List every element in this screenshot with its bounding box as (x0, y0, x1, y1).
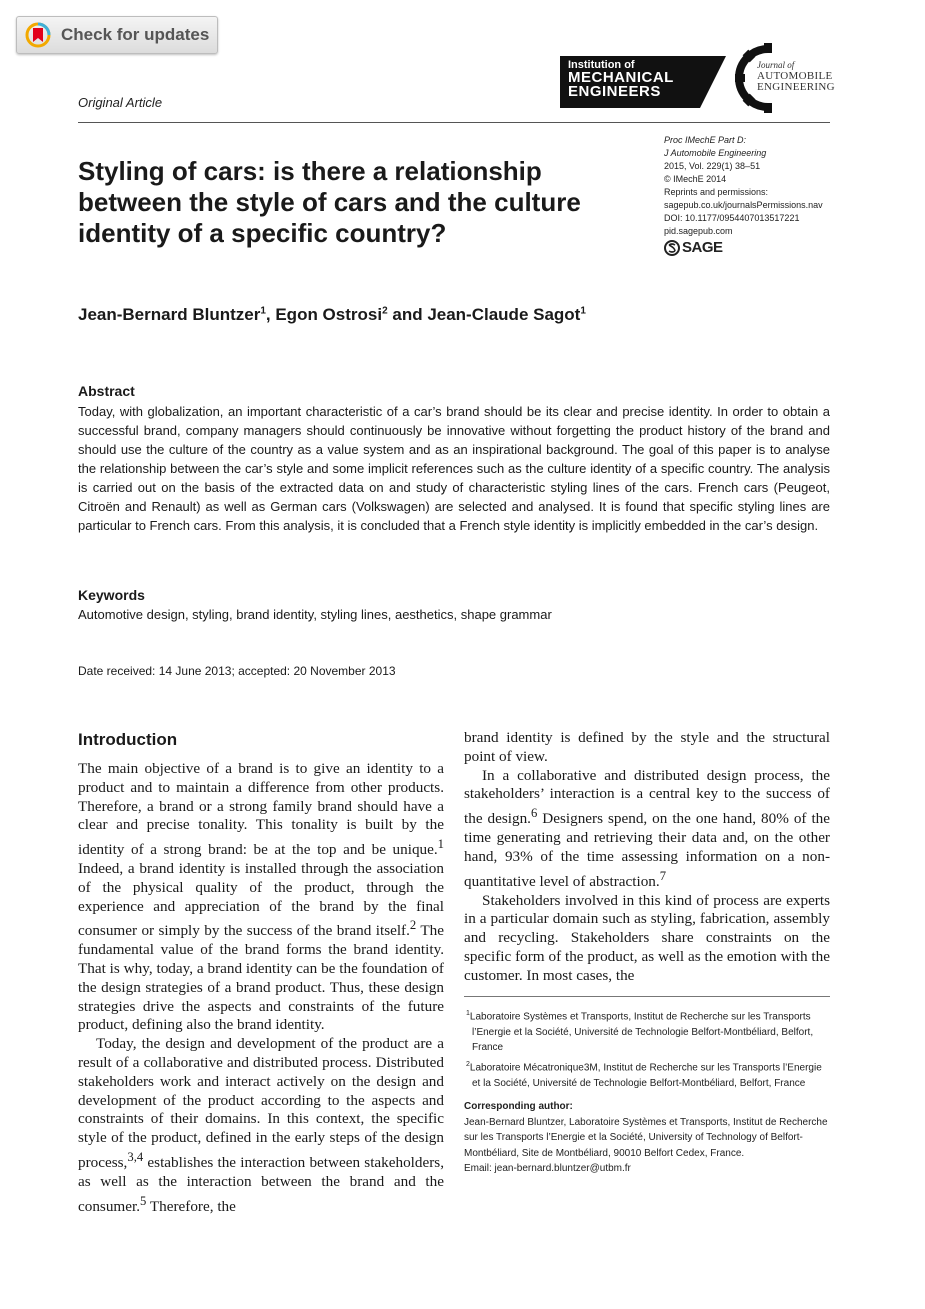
imeche-logo-text: Institution of MECHANICAL ENGINEERS (568, 59, 674, 100)
corresponding-author-email[interactable]: Email: jean-bernard.bluntzer@utbm.fr (464, 1163, 631, 1175)
author-name: Jean-Claude Sagot (427, 305, 581, 324)
affiliation-footnote: $^2$Laboratoire Mécatronique3M, Institut de Recherche sur les Transports l’Energie et la Société, Université de Technologie Belfort-Montbéliard, Belfort, France (466, 1060, 822, 1089)
author-list: Jean-Bernard Bluntzer$^1$, Egon Ostrosi$^2$ and Jean-Claude Sagot$^1$ (78, 305, 586, 324)
article-title: Styling of cars: is there a relationship between the style of cars and the culture identity of a specific country? (78, 156, 581, 248)
footnote-rule (464, 996, 830, 997)
paragraph: In a collaborative and distributed design process, the stakeholders’ interaction is a central key to the success of the design.$^6$ Designers spend, on the one hand, 80% of the time generating and retrieving their data and, on the other hand, 93% of the time assessing information on a non-quantitative level of abstraction.$^7$ (464, 766, 831, 890)
citation-link[interactable]: 6 (530, 806, 538, 821)
article-type: Original Article (78, 95, 163, 110)
keywords-heading: Keywords (78, 587, 145, 603)
sage-logo-icon (664, 240, 680, 256)
abstract-text: Today, with globalization, an important characteristic of a car’s brand should be its clear and precise identity. In order to obtain a successful brand, company managers should continuously be innovative without forgetting the product history of the brand and should use the culture of the country as a value system and as an inspirational background. The goal of this paper is to analyse the relationship between the car’s style and some implicit references such as the culture identity of a specific country. The analysis is carried out on the basis of the extracted data on and study of characteristic styling lines of the cars. French cars (Peugeot, Citroën and Renault) as well as German cars (Volkswagen) are selected and analysed. It is found that specific styling lines are particular to French cars. From this analysis, it is concluded that a French style identity is implicitly embedded in the car’s design. (78, 404, 830, 533)
affiliation-marker: 1 (260, 305, 266, 317)
author-name: Jean-Bernard Bluntzer (78, 305, 261, 324)
keywords-text: Automotive design, styling, brand identity, styling lines, aesthetics, shape grammar (78, 607, 552, 622)
footnotes (464, 1006, 830, 1177)
affiliation-footnote: $^1$Laboratoire Systèmes et Transports, Institut de Recherche sur les Transports l’Energie et la Société, Université de Technologie Belfort-Montbéliard, Belfort, France (466, 1010, 814, 1054)
citation-link[interactable]: 7 (659, 868, 667, 883)
paragraph: brand identity is defined by the style and the structural point of view. (464, 729, 830, 765)
body-column-left (78, 760, 444, 1217)
citation-link[interactable]: 5 (140, 1193, 147, 1208)
header-rule (78, 122, 830, 123)
affiliation-marker: 1 (580, 305, 586, 317)
paragraph: Stakeholders involved in this kind of process are experts in a particular domain such as styling, fabrication, assembly and recycling. Stakeholders share constraints on the specific form of the product, as well as the emotion with the customer. In most cases, the (464, 891, 830, 984)
body-column-right (464, 729, 830, 985)
paragraph: The main objective of a brand is to give an identity to a product and to maintain a difference from other products. Therefore, a brand or a strong family brand should have a clear and precise tonality. This tonality is built by the identity of a strong brand: be at the top and be unique.$^1$ Indeed, a brand identity is installed through the association of the physical quality of the product, through the experience and appreciation of the brand by the final consumer or simply by the success of the brand itself.$^2$ The fundamental value of the brand forms the brand identity. That is why, today, a brand identity can be the foundation of the design strategies of a brand product. Thus, these design strategies drive the aspects and constraints of the future product, defining also the brand identity. (78, 760, 444, 1034)
check-for-updates-label: Check for updates (61, 25, 210, 44)
citation-link[interactable]: 1 (437, 837, 444, 852)
permissions-link[interactable]: sagepub.co.uk/journalsPermissions.nav (664, 200, 823, 210)
check-for-updates-button[interactable] (16, 16, 218, 54)
journal-metadata: Proc IMechE Part D: J Automobile Engineering 2015, Vol. 229(1) 38–51 © IMechE 2014 Reprints and permissions: sagepub.co.uk/journalsPermissions.nav DOI: 10.1177/0954407013517221 pid.sagepub.com (664, 135, 823, 236)
affiliation-marker: 2 (382, 305, 388, 317)
journal-logo: Journal of AUTOMOBILE ENGINEERING (757, 60, 835, 93)
bookmark-refresh-icon (25, 22, 51, 48)
paragraph: Today, the design and development of the product are a result of a collaborative and distributed process. Distributed stakeholders work and interact actively on the design and development of the product according to the aspects and constraints of their domains. In this context, the specific style of the product, defined in the early steps of the design process,$^{3,4}$ establishes the interaction between stakeholders, as well as the interaction between the brand and the consumer.$^5$ Therefore, the (78, 1035, 444, 1215)
corresponding-author-address: Jean-Bernard Bluntzer, Laboratoire Systèmes et Transports, Institut de Recherche sur les Transports l’Energie et la Société, University of Technology of Belfort-Montbéliard, Site de Montbéliard, 90010 Belfort Cedex, France. (464, 1116, 828, 1159)
abstract-heading: Abstract (78, 383, 135, 399)
introduction-heading: Introduction (78, 730, 178, 749)
doi-link[interactable]: DOI: 10.1177/0954407013517221 (664, 213, 800, 223)
journal-site-link[interactable]: pid.sagepub.com (664, 226, 733, 236)
corresponding-author-heading: Corresponding author: (464, 1101, 573, 1113)
citation-link[interactable]: 3,4 (127, 1150, 144, 1165)
received-dates: Date received: 14 June 2013; accepted: 20 November 2013 (78, 664, 396, 678)
citation-link[interactable]: 2 (409, 918, 417, 933)
sage-logo: SAGE (664, 239, 723, 256)
author-name: Egon Ostrosi (275, 305, 383, 324)
